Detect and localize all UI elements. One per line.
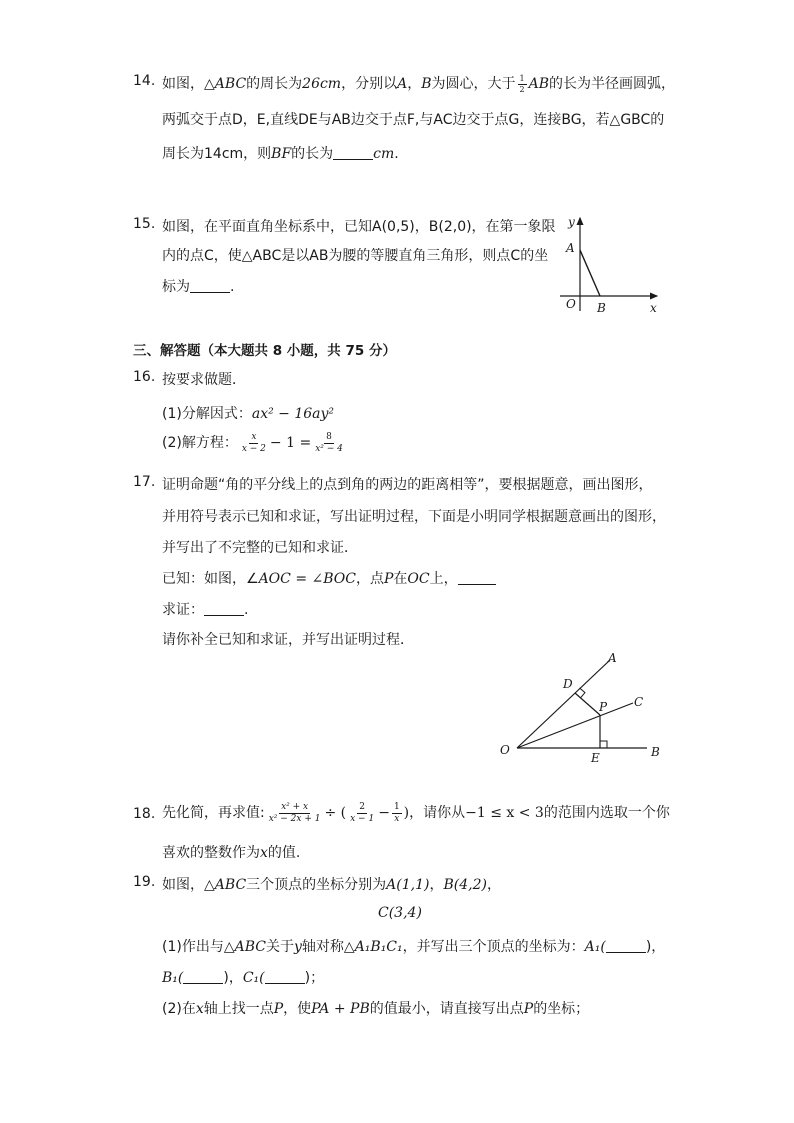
point-b-label: B xyxy=(597,301,606,315)
q19-point-c: C(3,4) xyxy=(378,905,422,921)
q17-given-blank[interactable] xyxy=(458,570,496,585)
q17-number: 17. xyxy=(133,474,156,490)
label-a: A xyxy=(608,651,617,665)
q16-part-1: (1)分解因式：ax² − 16ay² xyxy=(162,406,335,422)
q16-number: 16. xyxy=(133,369,156,385)
q17-line-1: 证明命题“角的平分线上的点到角的两边的距离相等”，要根据题意，画出图形， xyxy=(162,477,653,493)
q14-answer-blank[interactable] xyxy=(333,145,373,160)
right-angle-mark-d xyxy=(580,688,586,698)
q19-part-1-line-2: B₁( )，C₁( )； xyxy=(162,970,325,986)
q18-fraction-3: $\frac{1}{x}$ xyxy=(393,801,400,824)
q14-number: 14. xyxy=(133,73,156,89)
section-title: 三、解答题（本大题共 8 小题，共 75 分） xyxy=(133,343,396,359)
q17-given: 已知：如图，∠AOC = ∠BOC，点P在OC上， xyxy=(162,568,496,588)
b1-blank[interactable] xyxy=(183,969,223,984)
q17-line-2: 并用符号表示已知和求证，写出证明过程，下面是小明同学根据题意画出的图形， xyxy=(162,509,666,525)
point-a-label: A xyxy=(566,241,575,255)
q15-coordinate-figure xyxy=(552,208,667,318)
q15-line-1: 如图，在平面直角坐标系中，已知A(0,5)，B(2,0)，在第一象限 xyxy=(162,219,556,235)
q16-fraction-1: $\frac{x}{x - 2}$ xyxy=(241,431,266,454)
q18-line-2: 喜欢的整数作为x的值. xyxy=(162,845,301,861)
q18-line-1: 先化简，再求值: $\frac{\text{x² + x}}{\text{x² − 2x + 1}}$ ÷ ( $\frac{2}{x - 1}$ − $\frac{1}{x}$ )，请你从−1 ≤ x < 3的范围内选取一个你 xyxy=(162,801,670,824)
label-o: O xyxy=(500,743,510,757)
q15-line-2: 内的点C，使△ABC是以AB为腰的等腰直角三角形，则点C的坐 xyxy=(162,248,549,264)
q15-number: 15. xyxy=(133,216,156,232)
q17-prove-blank[interactable] xyxy=(204,601,244,616)
q18-fraction-2: $\frac{2}{x - 1}$ xyxy=(350,801,375,824)
q17-instruction: 请你补全已知和求证，并写出证明过程． xyxy=(162,632,414,648)
q17-line-3: 并写出了不完整的已知和求证． xyxy=(162,540,358,556)
q15-answer-blank[interactable] xyxy=(190,278,230,293)
q17-prove: 求证： . xyxy=(162,602,249,618)
q19-part-2: (2)在x轴上找一点P，使PA + PB的值最小，请直接写出点P的坐标； xyxy=(162,1001,590,1017)
q19-number: 19. xyxy=(133,874,156,890)
q17-angle-figure xyxy=(495,648,670,768)
segment-ab xyxy=(580,250,600,296)
q16-intro: 按要求做题． xyxy=(162,372,246,388)
q14-line-2: 两弧交于点D，E,直线DE与AB边交于点F,与AC边交于点G，连接BG，若△GBC的 xyxy=(162,112,665,128)
q16-fraction-2: $\frac{8}{\text{x² − 4}}$ xyxy=(315,431,343,454)
label-d: D xyxy=(563,677,573,691)
segment-pd xyxy=(575,693,600,715)
q19-line-1: 如图，△ABC三个顶点的坐标分别为A(1,1)，B(4,2)， xyxy=(162,877,501,893)
y-axis-label: y xyxy=(568,215,575,229)
q18-number: 18. xyxy=(133,806,156,822)
q14-line-1: 如图，△ABC的周长为26cm，分别以A，B为圆心，大于 $\frac{1}{2}$ AB的长为半径画圆弧， xyxy=(162,73,676,94)
q18-fraction-1: $\frac{\text{x² + x}}{\text{x² − 2x + 1}}$ xyxy=(268,801,321,824)
a1-blank[interactable] xyxy=(606,938,646,953)
label-b: B xyxy=(651,745,660,759)
q19-part-1-line-1: (1)作出与△ABC关于y轴对称△A₁B₁C₁，并写出三个顶点的坐标为：A₁( )， xyxy=(162,939,666,955)
q15-line-3: 标为 . xyxy=(162,279,235,295)
q14-line-3: 周长为14cm，则BF的长为 cm. xyxy=(162,146,399,162)
label-c: C xyxy=(634,695,644,709)
ray-oc xyxy=(517,703,633,748)
origin-label: O xyxy=(566,297,576,311)
x-axis-label: x xyxy=(650,301,657,315)
ray-oa xyxy=(517,660,610,748)
right-angle-mark-e xyxy=(600,741,607,748)
label-e: E xyxy=(591,751,600,765)
c1-blank[interactable] xyxy=(265,969,305,984)
label-p: P xyxy=(599,700,608,714)
q16-part-2: (2)解方程： $\frac{x}{x - 2}$ − 1 = $\frac{8}{\text{x² − 4}}$ xyxy=(162,431,343,454)
q14-half-fraction: $\frac{1}{2}$ xyxy=(519,73,525,94)
